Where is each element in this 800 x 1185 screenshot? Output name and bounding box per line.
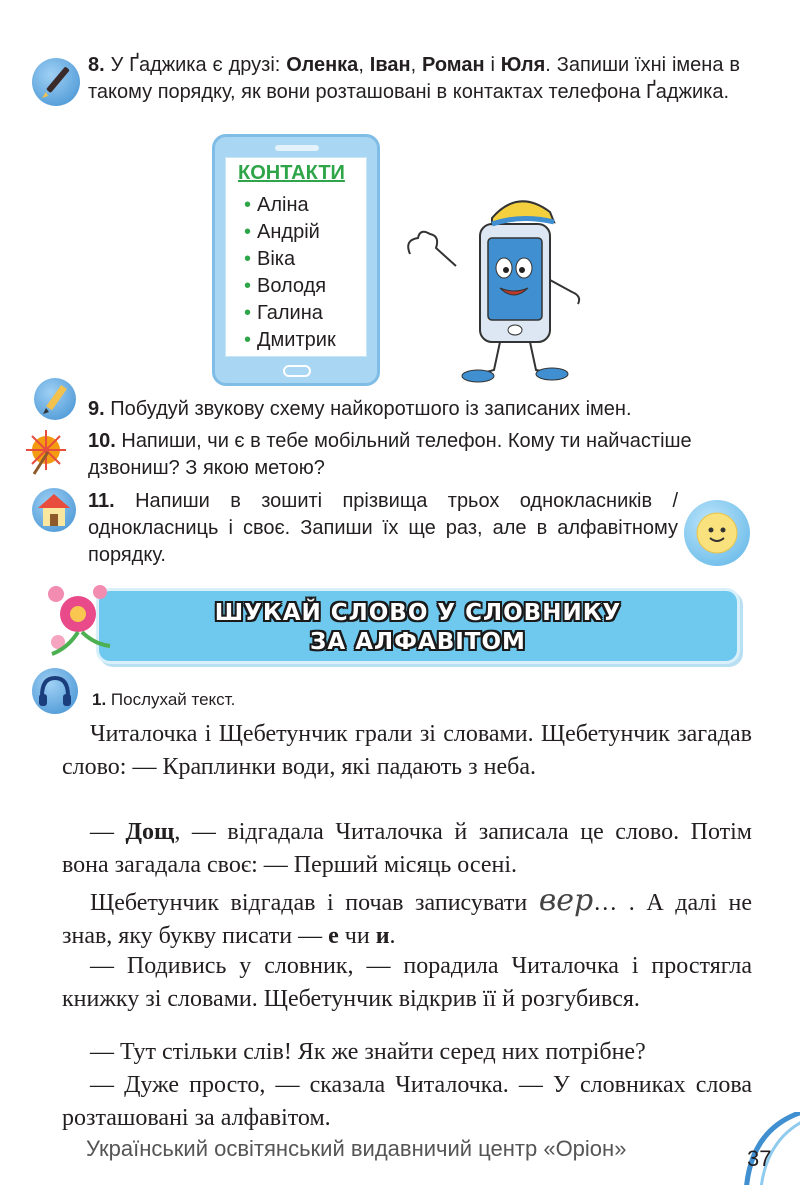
story-paragraph-2: — Дощ, — відгадала Читалочка й записала це слово. Потім вона загадала своє: — Перший місяць осені. [62,819,752,878]
task-8: 8. У Ґаджика є друзі: Оленка, Іван, Роман і Юля. Запиши їхні імена в такому порядку, як вони розташовані в контактах телефона Ґаджика. [88,54,740,103]
contact-item: • Андрій [244,221,320,243]
sparkle-star-icon [24,428,74,478]
phone-screen [225,157,367,357]
contacts-list [244,192,336,354]
section-title: ШУКАЙ СЛОВО У СЛОВНИКУ ЗА АЛФАВІТОМ [214,600,622,655]
smiley-face-icon [684,500,750,566]
pencil-icon [34,378,76,420]
contact-item: • Дмитрик [244,329,336,351]
publisher-footer: Український освітянський видавничий центр «Оріон» [86,1136,627,1161]
contacts-title: КОНТАКТИ [238,162,345,184]
exercise-1-instruction: 1. Послухай текст. [92,690,236,709]
flower-decoration-icon [38,574,120,664]
headphones-icon [32,668,78,714]
house-icon [32,488,76,532]
task-9: 9. Побудуй звукову схему найкоротшого із записаних імен. [88,398,632,420]
phone-mascot-illustration [400,184,596,384]
task-10: 10. Напиши, чи є в тебе мобільний телефон. Кому ти найчастіше дзвониш? З якою метою? [88,430,692,479]
page-number: 37 [747,1146,772,1171]
contact-item: • Аліна [244,194,309,216]
task-11: 11. Напиши в зошиті прізвища трьох однокласників / однокласниць і своє. Запиши їх ще раз, але в алфавітному порядку. [88,490,678,566]
story-paragraph-3: Щебетунчик відгадав і почав записувати вер… . А далі не знав, яку букву писати — е чи и. [62,883,752,949]
story-paragraph-4: — Подивись у словник, — порадила Читалочка і простягла книжку зі словами. Щебетунчик відкрив її й розгубився. [62,953,752,1012]
contact-item: • Володя [244,275,327,297]
story-paragraph-1: Читалочка і Щебетунчик грали зі словами. Щебетунчик загадав слово: — Краплинки води, які падають з неба. [62,721,752,780]
phone-home-button [283,365,311,377]
contact-item: • Віка [244,248,296,270]
phone-speaker [275,145,319,151]
story-paragraph-5: — Тут стільки слів! Як же знайти серед них потрібне? — Дуже просто, — сказала Читалочка. — У словниках слова розташовані за алфавітом. [62,1039,752,1131]
handwritten-word: вер [538,883,594,918]
contact-item: • Галина [244,302,323,324]
pen-icon [32,58,80,106]
phone-illustration [212,134,380,386]
section-banner [96,588,740,664]
